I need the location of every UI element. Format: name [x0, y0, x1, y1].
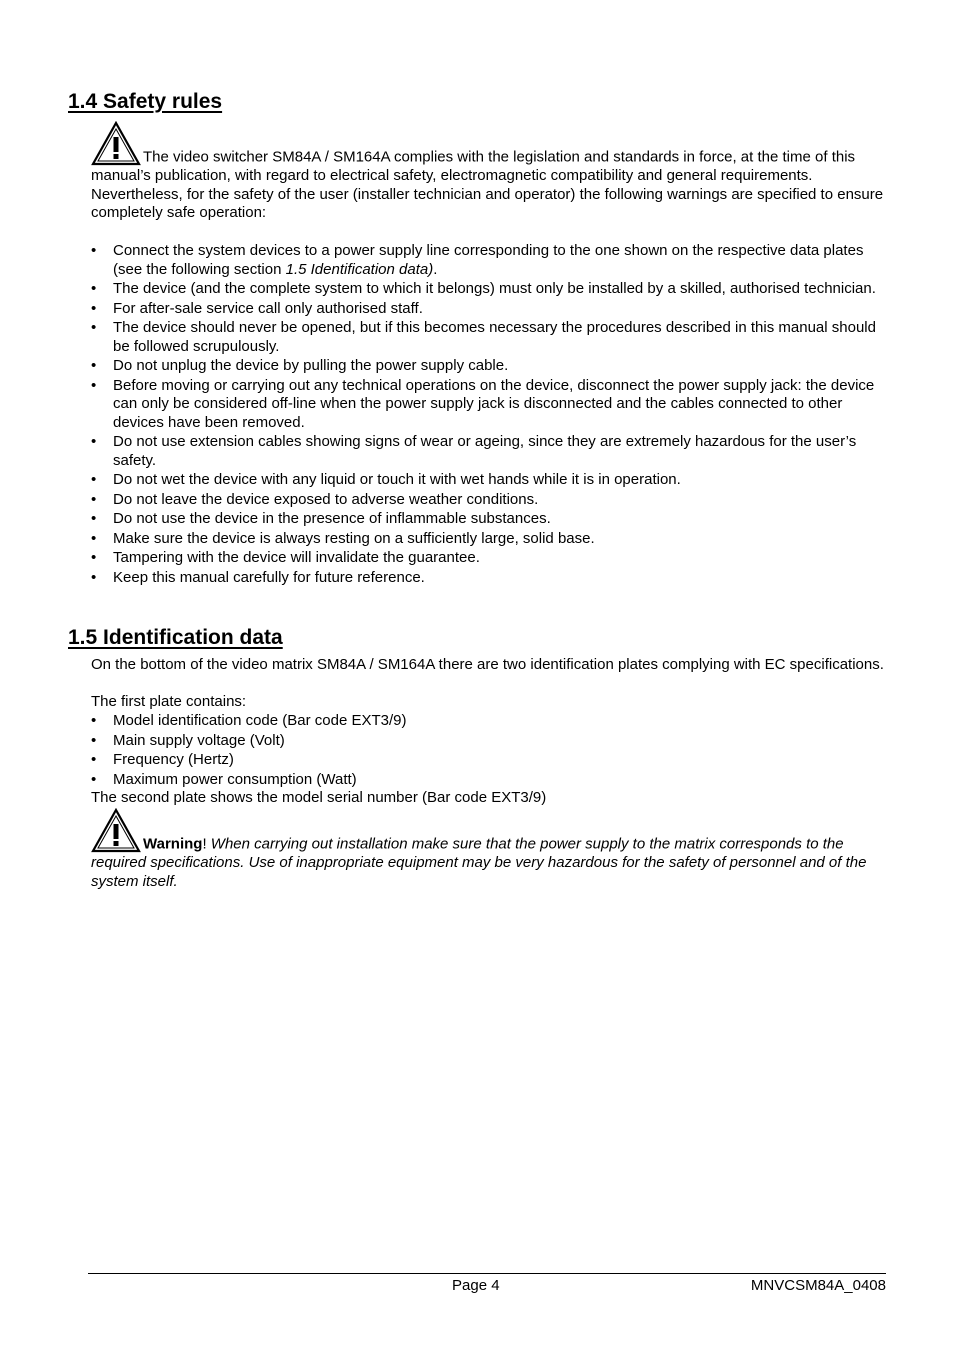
section-heading-identification-data: 1.5 Identification data: [68, 626, 283, 649]
warning-text: When carrying out installation make sure that the power supply to the matrix corresponds to the required specifications. Use of inappropriate equipment may be very hazardous for the safety of personnel and of the system itself.: [91, 835, 867, 890]
safety-rules-list: [91, 242, 891, 588]
safety-intro-text: The video switcher SM84A / SM164A complies with the legislation and standards in force, at the time of this manual’s publication, with regard to electrical safety, electromagnetic compatibility and general requirements. Nevertheless, for the safety of the user (installer technician and operator) the following warnings are specified to ensure completely safe operation:: [91, 148, 884, 221]
warning-triangle-icon: [91, 808, 141, 854]
section-reference: 1.5 Identification data): [285, 260, 434, 278]
first-plate-list: [91, 712, 891, 790]
safety-intro-paragraph: [91, 121, 891, 223]
document-code: MNVCSM84A_0408: [750, 1277, 886, 1294]
first-plate-label: The first plate contains:: [91, 693, 247, 710]
warning-triangle-icon: [91, 121, 141, 167]
list-item: • Do not wet the device with any liquid or touch it with wet hands while it is in operation.: [91, 471, 891, 490]
list-item: • Model identification code (Bar code EXT3/9): [91, 712, 891, 731]
list-item: • Main supply voltage (Volt): [91, 732, 891, 751]
list-item: • Frequency (Hertz): [91, 751, 891, 770]
ident-intro-paragraph: On the bottom of the video matrix SM84A / SM164A there are two identification plates complying with EC specifications.: [91, 656, 884, 673]
list-item: • Connect the system devices to a power supply line corresponding to the one shown on the respective data plates (see the following section 1.5 Identification data).: [91, 242, 891, 279]
list-item: • Make sure the device is always resting on a sufficiently large, solid base.: [91, 530, 891, 549]
list-item: • Do not leave the device exposed to adverse weather conditions.: [91, 491, 891, 510]
list-item: • The device (and the complete system to which it belongs) must only be installed by a skilled, authorised technician.: [91, 280, 891, 299]
list-item: • Do not unplug the device by pulling the power supply cable.: [91, 357, 891, 376]
list-item: • Do not use extension cables showing signs of wear or ageing, since they are extremely hazardous for the user’s safety.: [91, 433, 891, 470]
list-item: • Before moving or carrying out any technical operations on the device, disconnect the power supply jack: the device can only be considered off-line when the power supply jack is disconnected and the cables connected to other devices have been removed.: [91, 377, 891, 433]
warning-paragraph: [91, 808, 891, 891]
section-heading-safety-rules: 1.4 Safety rules: [68, 90, 223, 113]
footer-divider: [88, 1273, 886, 1274]
list-item: • Maximum power consumption (Watt): [91, 771, 891, 790]
list-item: • Tampering with the device will invalidate the guarantee.: [91, 549, 891, 568]
second-plate-text: The second plate shows the model serial number (Bar code EXT3/9): [91, 789, 547, 806]
list-item: • The device should never be opened, but if this becomes necessary the procedures described in this manual should be followed scrupulously.: [91, 319, 891, 356]
warning-label: Warning: [143, 835, 203, 853]
list-item: • Keep this manual carefully for future reference.: [91, 569, 891, 588]
list-item: • For after-sale service call only authorised staff.: [91, 300, 891, 319]
page-number: Page 4: [452, 1277, 500, 1294]
list-item: • Do not use the device in the presence of inflammable substances.: [91, 510, 891, 529]
warning-mark: !: [202, 835, 207, 853]
